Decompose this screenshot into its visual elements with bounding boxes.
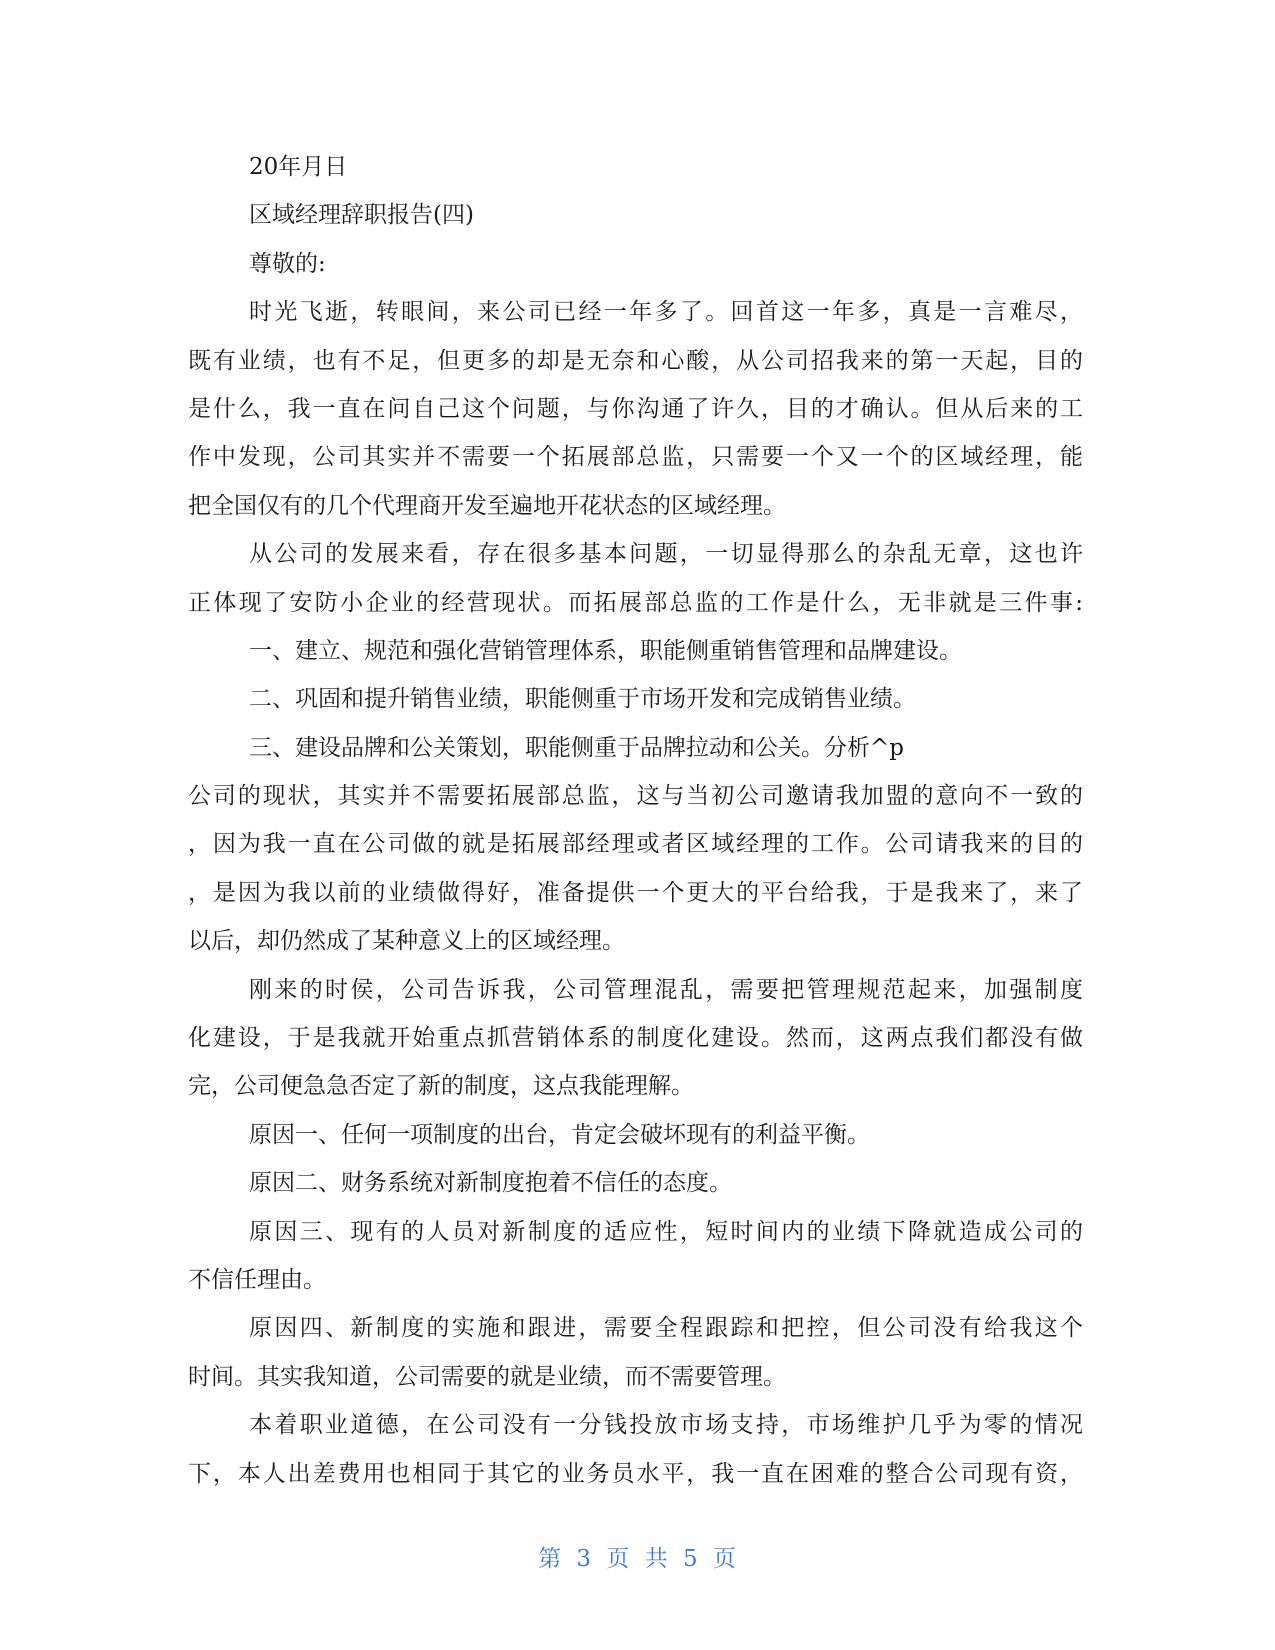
text-line: 正体现了安防小企业的经营现状。而拓展部总监的工作是什么，无非就是三件事: — [188, 589, 1083, 616]
text-line: 原因二、财务系统对新制度抱着不信任的态度。 — [249, 1170, 732, 1197]
text-line: 原因一、任何一项制度的出台，肯定会破坏现有的利益平衡。 — [249, 1121, 870, 1148]
text-line: 三、建设品牌和公关策划，职能侧重于品牌拉动和公关。分析^p — [249, 734, 904, 761]
text-line: 二、巩固和提升销售业绩，职能侧重于市场开发和完成销售业绩。 — [249, 686, 916, 713]
text-line: 原因四、新制度的实施和跟进，需要全程跟踪和把控，但公司没有给我这个 — [249, 1315, 1083, 1342]
text-line: 刚来的时侯，公司告诉我，公司管理混乱，需要把管理规范起来，加强制度 — [249, 976, 1083, 1003]
text-line: 原因三、现有的人员对新制度的适应性，短时间内的业绩下降就造成公司的 — [249, 1218, 1083, 1245]
page-number-footer: 第 3 页 共 5 页 — [538, 1546, 737, 1572]
text-line: 时间。其实我知道，公司需要的就是业绩，而不需要管理。 — [188, 1363, 786, 1390]
text-line: 既有业绩，也有不足，但更多的却是无奈和心酸，从公司招我来的第一天起，目的 — [188, 347, 1083, 374]
text-line: ，是因为我以前的业绩做得好，准备提供一个更大的平台给我，于是我来了，来了 — [188, 879, 1083, 906]
document-body — [188, 143, 1083, 1498]
text-line: ，因为我一直在公司做的就是拓展部经理或者区域经理的工作。公司请我来的目的 — [188, 831, 1083, 858]
text-line: 从公司的发展来看，存在很多基本问题，一切显得那么的杂乱无章，这也许 — [249, 541, 1083, 568]
text-line: 尊敬的: — [249, 250, 326, 277]
text-line: 区域经理辞职报告(四) — [249, 202, 474, 229]
text-line: 公司的现状，其实并不需要拓展部总监，这与当初公司邀请我加盟的意向不一致的 — [188, 783, 1083, 810]
text-line: 本着职业道德，在公司没有一分钱投放市场支持，市场维护几乎为零的情况 — [249, 1412, 1083, 1439]
text-line: 一、建立、规范和强化营销管理体系，职能侧重销售管理和品牌建设。 — [249, 637, 962, 664]
text-line: 把全国仅有的几个代理商开发至遍地开花状态的区域经理。 — [188, 492, 786, 519]
text-line: 以后，却仍然成了某种意义上的区域经理。 — [188, 928, 625, 955]
text-line: 作中发现，公司其实并不需要一个拓展部总监，只需要一个又一个的区域经理，能 — [188, 444, 1083, 471]
text-line: 下，本人出差费用也相同于其它的业务员水平，我一直在困难的整合公司现有资， — [188, 1460, 1083, 1487]
text-line: 20年月日 — [249, 154, 348, 180]
text-line: 化建设，于是我就开始重点抓营销体系的制度化建设。然而，这两点我们都没有做 — [188, 1025, 1083, 1052]
text-line: 不信任理由。 — [188, 1266, 326, 1293]
text-line: 时光飞逝，转眼间，来公司已经一年多了。回首这一年多，真是一言难尽， — [249, 299, 1083, 326]
text-line: 是什么，我一直在问自己这个问题，与你沟通了许久，目的才确认。但从后来的工 — [188, 395, 1083, 422]
text-line: 完，公司便急急否定了新的制度，这点我能理解。 — [188, 1073, 694, 1100]
